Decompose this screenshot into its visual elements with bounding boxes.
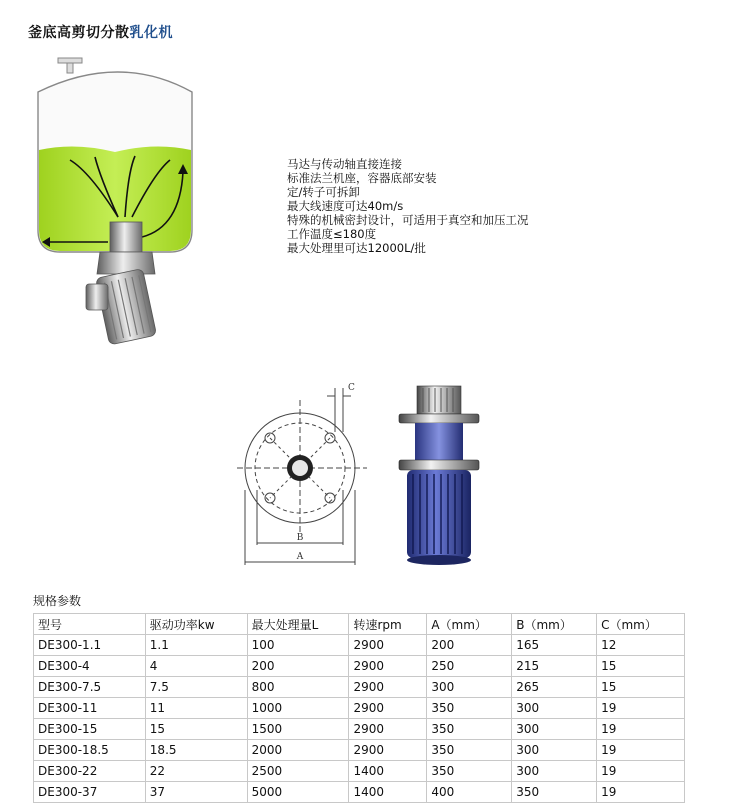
table-row bbox=[34, 782, 685, 803]
table-cell: 19 bbox=[597, 740, 685, 761]
column-header: C（mm） bbox=[597, 614, 685, 635]
table-cell: 215 bbox=[512, 656, 597, 677]
table-cell: DE300-7.5 bbox=[34, 677, 146, 698]
table-cell: 7.5 bbox=[145, 677, 247, 698]
table-row bbox=[34, 740, 685, 761]
motor-image bbox=[395, 380, 495, 570]
feature-item: 工作温度≤180度 bbox=[287, 227, 377, 241]
table-row bbox=[34, 698, 685, 719]
table-row bbox=[34, 656, 685, 677]
table-cell: DE300-15 bbox=[34, 719, 146, 740]
table-cell: DE300-22 bbox=[34, 761, 146, 782]
table-cell: 4 bbox=[145, 656, 247, 677]
table-cell: 2900 bbox=[349, 698, 427, 719]
table-cell: 15 bbox=[597, 656, 685, 677]
table-cell: 100 bbox=[247, 635, 349, 656]
table-cell: 300 bbox=[512, 698, 597, 719]
table-cell: 2900 bbox=[349, 677, 427, 698]
dimension-label-b: B bbox=[296, 533, 304, 543]
table-cell: 350 bbox=[427, 740, 512, 761]
table-cell: 5000 bbox=[247, 782, 349, 803]
spec-heading: 规格参数 bbox=[33, 594, 82, 608]
table-cell: 37 bbox=[145, 782, 247, 803]
table-cell: 1400 bbox=[349, 782, 427, 803]
column-header: A（mm） bbox=[427, 614, 512, 635]
table-cell: 2900 bbox=[349, 635, 427, 656]
column-header: 驱动功率kw bbox=[145, 614, 247, 635]
table-cell: 800 bbox=[247, 677, 349, 698]
tank-illustration bbox=[20, 52, 230, 362]
column-header: B（mm） bbox=[512, 614, 597, 635]
column-header: 转速rpm bbox=[349, 614, 427, 635]
table-cell: DE300-1.1 bbox=[34, 635, 146, 656]
table-cell: 400 bbox=[427, 782, 512, 803]
table-row bbox=[34, 677, 685, 698]
table-cell: 350 bbox=[512, 782, 597, 803]
table-cell: 11 bbox=[145, 698, 247, 719]
table-cell: 2500 bbox=[247, 761, 349, 782]
title-main: 釜底高剪切分散 bbox=[28, 25, 130, 41]
title-accent: 乳化机 bbox=[129, 25, 173, 41]
table-cell: 200 bbox=[427, 635, 512, 656]
table-cell: 15 bbox=[597, 677, 685, 698]
feature-item: 标准法兰机座，容器底部安装 bbox=[287, 171, 437, 185]
table-row bbox=[34, 635, 685, 656]
table-cell: DE300-37 bbox=[34, 782, 146, 803]
feature-item: 最大线速度可达40m/s bbox=[287, 199, 404, 213]
table-cell: 1000 bbox=[247, 698, 349, 719]
table-cell: 300 bbox=[512, 719, 597, 740]
table-cell: 12 bbox=[597, 635, 685, 656]
dimension-label-c: C bbox=[348, 383, 355, 393]
table-cell: 1.1 bbox=[145, 635, 247, 656]
table-cell: 19 bbox=[597, 719, 685, 740]
table-cell: 22 bbox=[145, 761, 247, 782]
table-cell: 250 bbox=[427, 656, 512, 677]
feature-list bbox=[287, 157, 529, 255]
feature-item: 定/转子可拆卸 bbox=[287, 185, 360, 199]
column-header: 最大处理量L bbox=[247, 614, 349, 635]
table-cell: DE300-4 bbox=[34, 656, 146, 677]
table-cell: 1500 bbox=[247, 719, 349, 740]
table-cell: 2000 bbox=[247, 740, 349, 761]
table-row bbox=[34, 719, 685, 740]
table-cell: DE300-18.5 bbox=[34, 740, 146, 761]
feature-item: 最大处理里可达12000L/批 bbox=[287, 241, 426, 255]
table-cell: 2900 bbox=[349, 719, 427, 740]
table-header-row bbox=[34, 614, 685, 635]
table-row bbox=[34, 761, 685, 782]
table-cell: 1400 bbox=[349, 761, 427, 782]
table-cell: 19 bbox=[597, 698, 685, 719]
table-cell: DE300-11 bbox=[34, 698, 146, 719]
table-cell: 15 bbox=[145, 719, 247, 740]
table-cell: 200 bbox=[247, 656, 349, 677]
table-cell: 300 bbox=[512, 740, 597, 761]
table-cell: 19 bbox=[597, 761, 685, 782]
table-cell: 2900 bbox=[349, 740, 427, 761]
table-cell: 2900 bbox=[349, 656, 427, 677]
page-title bbox=[28, 22, 173, 42]
spec-table bbox=[33, 613, 685, 803]
table-cell: 300 bbox=[512, 761, 597, 782]
table-cell: 265 bbox=[512, 677, 597, 698]
table-cell: 165 bbox=[512, 635, 597, 656]
feature-item: 马达与传动轴直接连接 bbox=[287, 157, 402, 171]
table-cell: 300 bbox=[427, 677, 512, 698]
dimension-drawing bbox=[232, 380, 372, 570]
table-cell: 350 bbox=[427, 719, 512, 740]
table-cell: 19 bbox=[597, 782, 685, 803]
column-header: 型号 bbox=[34, 614, 146, 635]
table-cell: 350 bbox=[427, 761, 512, 782]
feature-item: 特殊的机械密封设计，可适用于真空和加压工况 bbox=[287, 213, 529, 227]
dimension-label-a: A bbox=[296, 552, 304, 562]
table-cell: 18.5 bbox=[145, 740, 247, 761]
table-cell: 350 bbox=[427, 698, 512, 719]
